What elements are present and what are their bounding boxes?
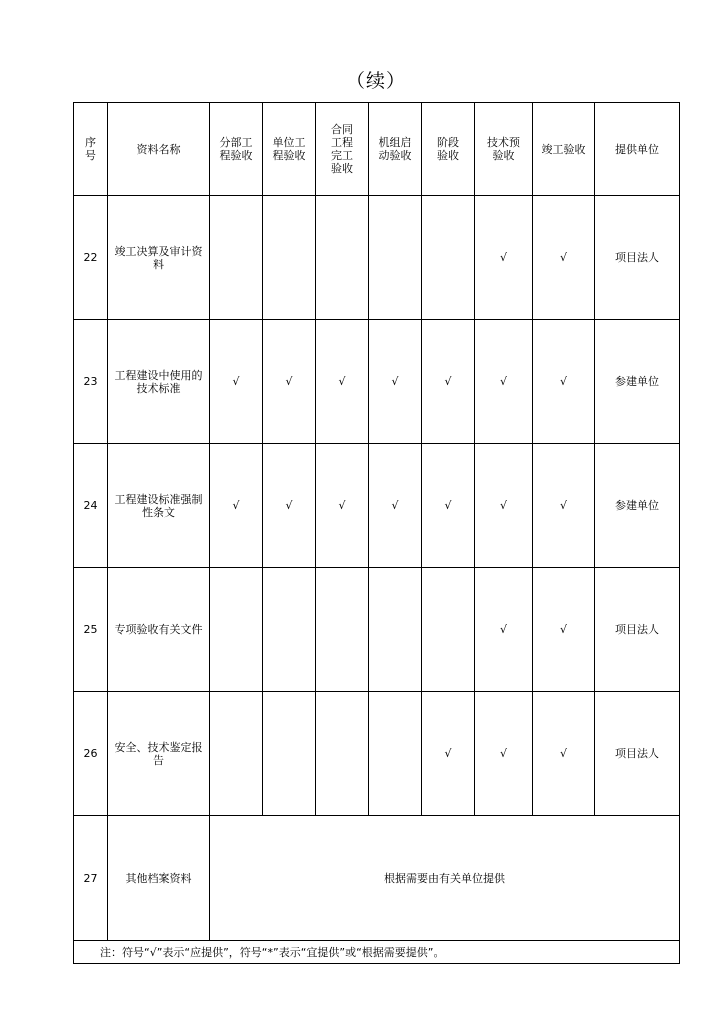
row-name: 工程建设标准强制 性条文 [108, 444, 210, 568]
check-cell [316, 196, 369, 320]
check-cell: √ [475, 444, 533, 568]
check-cell: √ [422, 444, 475, 568]
check-cell: √ [316, 320, 369, 444]
merged-provider-cell: 根据需要由有关单位提供 [210, 816, 680, 941]
footnote: 注：符号“√”表示“应提供”，符号“*”表示“宜提供”或“根据需要提供”。 [74, 941, 680, 964]
check-cell: √ [422, 692, 475, 816]
row-name: 专项验收有关文件 [108, 568, 210, 692]
header-provider: 提供单位 [595, 103, 680, 196]
row-provider: 项目法人 [595, 568, 680, 692]
page-title: （续） [345, 70, 406, 92]
table-row [74, 196, 680, 320]
check-cell: √ [210, 320, 263, 444]
table-row [74, 692, 680, 816]
check-cell: √ [533, 444, 595, 568]
note-row [74, 941, 680, 964]
table-row [74, 444, 680, 568]
header-name: 资料名称 [108, 103, 210, 196]
check-cell [210, 692, 263, 816]
row-provider: 项目法人 [595, 692, 680, 816]
check-cell: √ [533, 568, 595, 692]
check-cell [210, 196, 263, 320]
row-number: 24 [74, 444, 108, 568]
row-provider: 参建单位 [595, 444, 680, 568]
row-name: 其他档案资料 [108, 816, 210, 941]
check-cell [422, 196, 475, 320]
header-col: 技术预 验收 [475, 103, 533, 196]
check-cell [369, 196, 422, 320]
check-cell: √ [475, 320, 533, 444]
check-cell: √ [369, 444, 422, 568]
archive-table [73, 102, 680, 964]
header-seq: 序 号 [74, 103, 108, 196]
header-col: 阶段 验收 [422, 103, 475, 196]
check-cell [210, 568, 263, 692]
check-cell [316, 692, 369, 816]
check-cell: √ [533, 320, 595, 444]
check-cell: √ [533, 692, 595, 816]
table-row [74, 320, 680, 444]
header-col: 机组启 动验收 [369, 103, 422, 196]
check-cell [263, 568, 316, 692]
row-number: 25 [74, 568, 108, 692]
row-name: 工程建设中使用的 技术标准 [108, 320, 210, 444]
check-cell: √ [263, 444, 316, 568]
check-cell: √ [316, 444, 369, 568]
header-col: 单位工 程验收 [263, 103, 316, 196]
check-cell [369, 692, 422, 816]
check-cell: √ [475, 692, 533, 816]
row-number: 26 [74, 692, 108, 816]
check-cell [422, 568, 475, 692]
check-cell [369, 568, 422, 692]
check-cell: √ [475, 568, 533, 692]
check-cell: √ [475, 196, 533, 320]
check-cell: √ [422, 320, 475, 444]
header-col: 合同 工程 完工 验收 [316, 103, 369, 196]
header-row [74, 103, 680, 196]
row-name: 竣工决算及审计资 料 [108, 196, 210, 320]
row-number: 22 [74, 196, 108, 320]
table-row [74, 568, 680, 692]
header-col: 分部工 程验收 [210, 103, 263, 196]
check-cell: √ [263, 320, 316, 444]
check-cell: √ [210, 444, 263, 568]
row-provider: 参建单位 [595, 320, 680, 444]
check-cell: √ [533, 196, 595, 320]
row-number: 27 [74, 816, 108, 941]
header-col: 竣工验收 [533, 103, 595, 196]
check-cell [263, 692, 316, 816]
row-provider: 项目法人 [595, 196, 680, 320]
check-cell [316, 568, 369, 692]
row-number: 23 [74, 320, 108, 444]
check-cell [263, 196, 316, 320]
row-name: 安全、技术鉴定报 告 [108, 692, 210, 816]
check-cell: √ [369, 320, 422, 444]
table-row [74, 816, 680, 941]
